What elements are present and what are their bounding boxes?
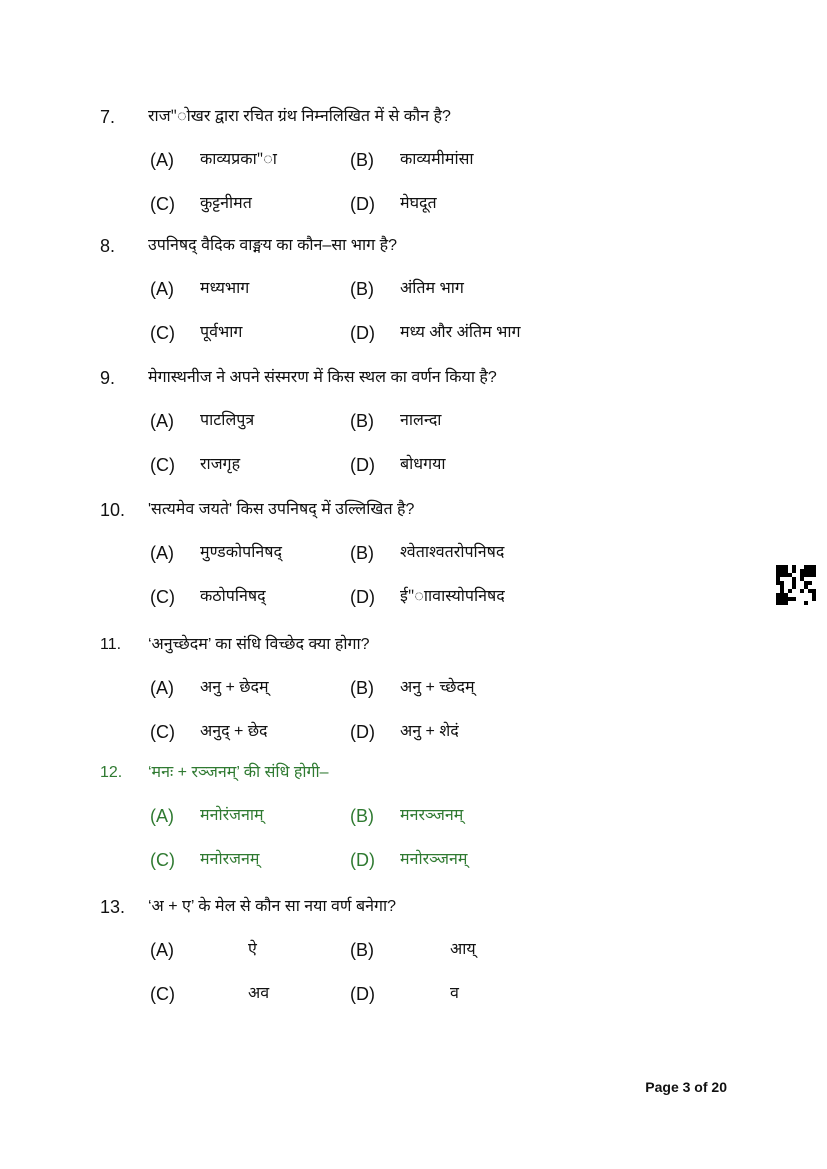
option-text: कठोपनिषद्	[200, 588, 266, 605]
question-text: उपनिषद् वैदिक वाङ्मय का कौन–सा भाग है?	[148, 237, 397, 254]
option-label: (A)	[150, 678, 174, 698]
option-text: काव्यप्रका"ा	[200, 151, 277, 168]
option-label: (D)	[350, 587, 375, 607]
current-page: 3	[682, 1079, 691, 1095]
option-label: (D)	[350, 194, 375, 214]
option-label: (A)	[150, 279, 174, 299]
option-text: मनोरंजनाम्	[200, 807, 264, 824]
option-text: मध्य और अंतिम भाग	[400, 324, 521, 341]
option-text: अनु + शेदं	[400, 723, 459, 740]
option-text: अनु + छेदम्	[200, 679, 269, 696]
option-text: पूर्वभाग	[200, 324, 243, 341]
option-text: ई"ाावास्योपनिषद	[400, 588, 505, 605]
option-text: मनरञ्जनम्	[400, 807, 464, 824]
option-label: (D)	[350, 455, 375, 475]
option-text: आय्	[450, 941, 476, 958]
option-text: पाटलिपुत्र	[200, 412, 255, 429]
option-label: (B)	[350, 806, 374, 826]
footer-of: of	[690, 1079, 712, 1095]
total-pages: 20	[711, 1079, 727, 1095]
option-label: (B)	[350, 279, 374, 299]
option-text: राजगृह	[200, 456, 241, 473]
option-text: अंतिम भाग	[400, 280, 464, 297]
option-label: (D)	[350, 323, 375, 343]
option-label: (A)	[150, 411, 174, 431]
option-label: (C)	[150, 587, 175, 607]
question-number: 8.	[100, 236, 116, 256]
option-text: मध्यभाग	[200, 280, 250, 297]
option-label: (A)	[150, 543, 174, 563]
option-text: मनोरञ्जनम्	[400, 851, 468, 868]
option-label: (C)	[150, 194, 175, 214]
option-label: (D)	[350, 722, 375, 742]
option-text: अव	[248, 985, 270, 1002]
option-text: काव्यमीमांसा	[400, 151, 474, 168]
option-label: (C)	[150, 850, 175, 870]
option-label: (B)	[350, 150, 374, 170]
question-text: ‘अ + ए’ के मेल से कौन सा नया वर्ण बनेगा?	[148, 898, 397, 915]
option-label: (D)	[350, 850, 375, 870]
option-text: अनुद् + छेद	[200, 723, 268, 740]
option-label: (C)	[150, 984, 175, 1004]
option-label: (A)	[150, 940, 174, 960]
option-label: (C)	[150, 323, 175, 343]
option-text: बोधगया	[400, 456, 446, 473]
page-footer	[645, 1079, 727, 1095]
option-label: (A)	[150, 806, 174, 826]
option-label: (B)	[350, 543, 374, 563]
question-text: 'सत्यमेव जयते' किस उपनिषद् में उल्लिखित है?	[148, 501, 415, 518]
footer-prefix: Page	[645, 1079, 683, 1095]
option-label: (B)	[350, 940, 374, 960]
question-number: 12.	[100, 764, 123, 781]
question-text: ‘मनः + रञ्जनम्’ की संधि होगी–	[148, 764, 329, 781]
option-label: (B)	[350, 411, 374, 431]
qr-code-icon	[776, 565, 816, 605]
question-text: राज"ोखर द्वारा रचित ग्रंथ निम्नलिखित में से कौन है?	[148, 108, 451, 125]
option-label: (A)	[150, 150, 174, 170]
option-label: (B)	[350, 678, 374, 698]
option-text: श्वेताश्वतरोपनिषद	[400, 544, 505, 561]
option-text: मुण्डकोपनिषद्	[200, 544, 283, 561]
option-text: व	[450, 985, 459, 1002]
question-number: 11.	[100, 636, 122, 653]
option-label: (D)	[350, 984, 375, 1004]
option-label: (C)	[150, 722, 175, 742]
option-text: नालन्दा	[400, 412, 442, 429]
question-number: 13.	[100, 897, 126, 917]
question-number: 10.	[100, 500, 126, 520]
option-text: अनु + च्छेदम्	[400, 679, 475, 696]
question-number: 9.	[100, 368, 116, 388]
question-text: मेगास्थनीज ने अपने संस्मरण में किस स्थल का वर्णन किया है?	[148, 369, 497, 386]
option-text: कुट्टनीमत	[200, 195, 252, 212]
question-text: ‘अनुच्छेदम’ का संधि विच्छेद क्या होगा?	[148, 636, 370, 653]
option-text: मेघदूत	[400, 195, 437, 212]
question-number: 7.	[100, 107, 116, 127]
option-label: (C)	[150, 455, 175, 475]
option-text: मनोरजनम्	[200, 851, 260, 868]
option-text: ऐ	[248, 941, 257, 958]
